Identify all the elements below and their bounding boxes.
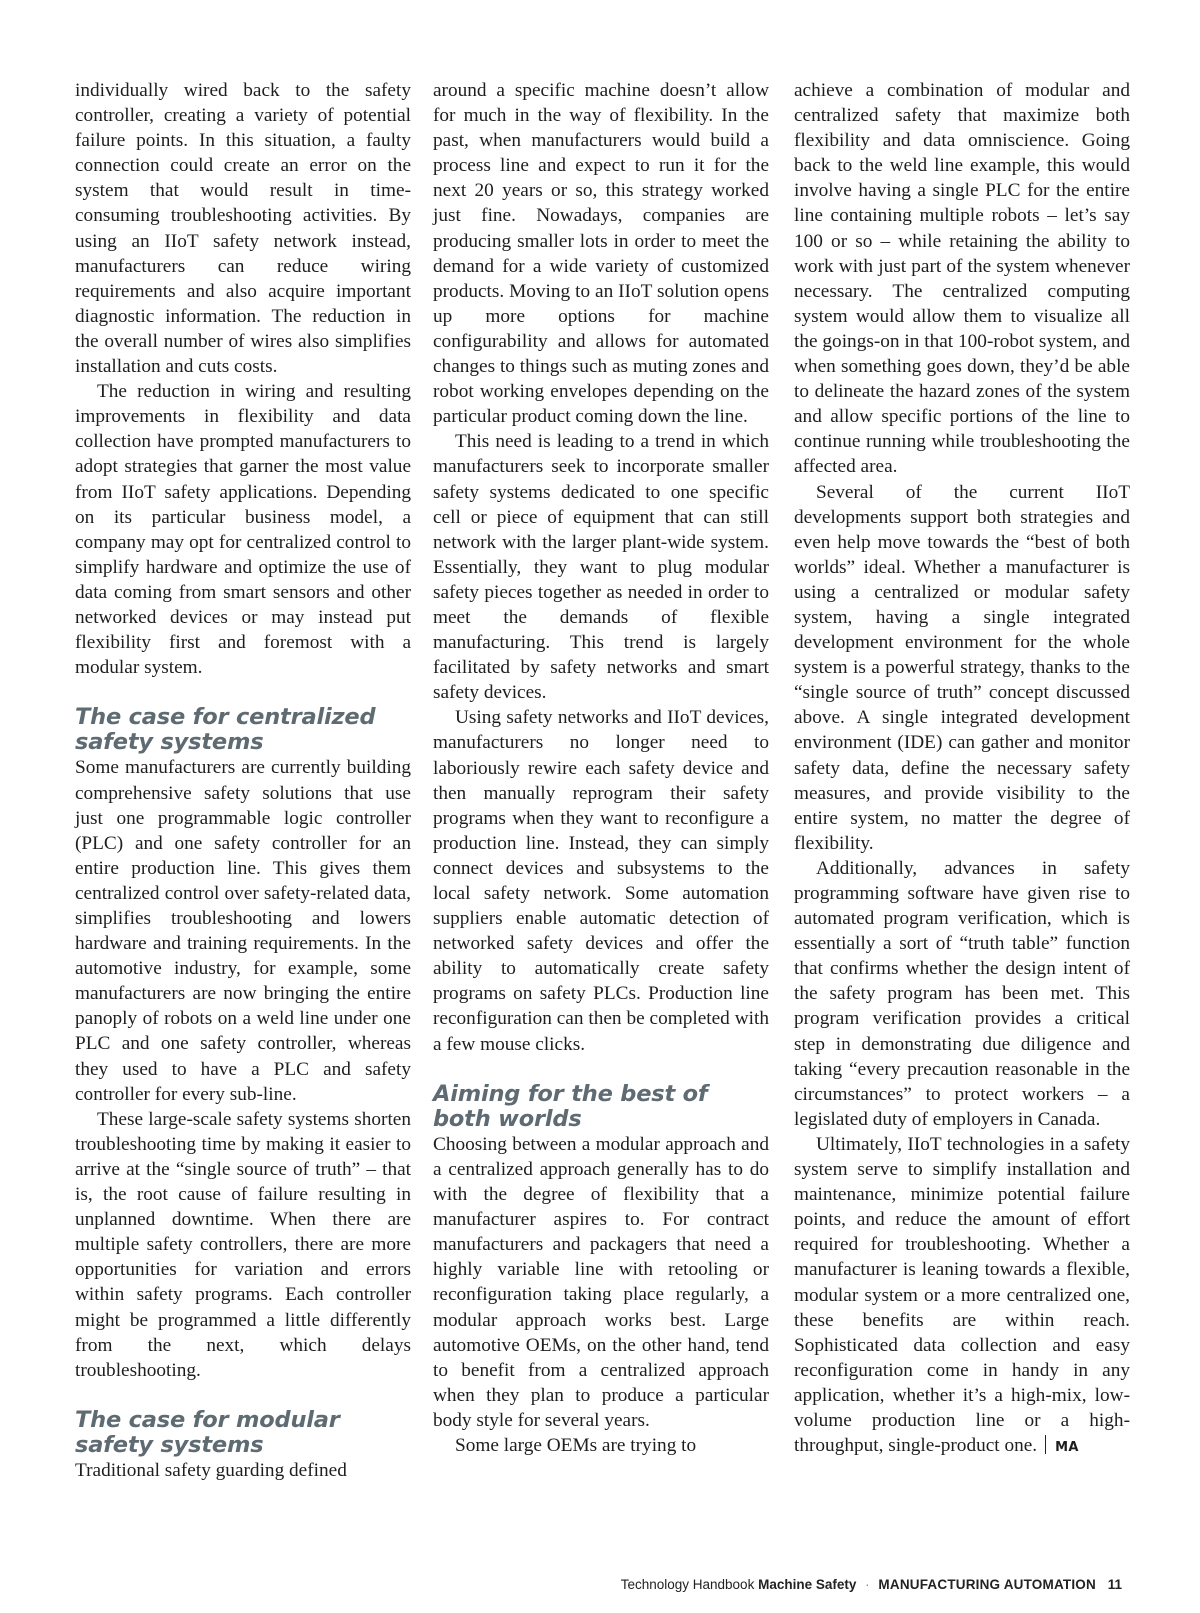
footer-magazine-title: MANUFACTURING AUTOMATION [878,1577,1096,1592]
page-footer [621,1577,1122,1592]
body-paragraph: Several of the current IIoT developments support both strategies and even help move towards the “best of both worlds” ideal. Whether a manufacturer is using a centralized or modular safety system, having a single integrated development environment for the whole system is a powerful strategy, thanks to the “single source of truth” concept discussed above. A single integrated development environment (IDE) can gather and monitor safety data, define the necessary safety measures, and provide visibility to the entire system, no matter the degree of flexibility. [794,481,1130,854]
body-paragraph: Some large OEMs are trying to [455,1434,697,1456]
body-paragraph: Traditional safety guarding defined [75,1459,347,1481]
body-paragraph: achieve a combination of modular and centralized safety that maximize both flexibility and data omniscience. Going back to the weld line example, this would involve having a single PLC for the entire line containing multiple robots – let’s say 100 or so – while retaining the ability to work with just part of the system whenever necessary. The centralized computing system would allow them to visualize all the goings-on in that 100-robot system, and when something goes down, they’d be able to delineate the hazard zones of the system and allow specific portions of the line to continue running while troubleshooting the affected area. [794,80,1130,478]
column-3 [794,78,1130,1460]
closing-paragraph-text: Ultimately, IIoT technologies in a safety system serve to simplify installation and maintenance, minimize potential failure points, and reduce the amount of effort required for troubleshooting. Whether a manufacturer is leaning towards a flexible, modular system or a more centralized one, these benefits are within reach. Sophisticated data collection and easy reconfiguration come in handy in any application, whether it’s a high-mix, low-volume production line or a high-throughput, single-product one. [794,1133,1130,1457]
footer-handbook: Technology Handbook [620,1577,755,1592]
section-heading: The case for centralized safety systems [75,704,376,756]
body-paragraph: Using safety networks and IIoT devices, manufacturers no longer need to laboriously rewire each safety device and then manually reprogram their safety programs when they want to reconfigure a production line. Instead, they can simply connect devices and subsystems to the local safety network. Some automation suppliers enable automatic detection of networked safety devices and offer the ability to automatically create safety programs on safety PLCs. Production line reconfiguration can then be completed with a few mouse clicks. [433,707,769,1055]
body-paragraph: Additionally, advances in safety programming software have given rise to automated program verification, which is essentially a sort of “truth table” function that confirms whether the design intent of the safety program has been met. This program verification provides a critical step in demonstrating due diligence and taking “every precaution reasonable in the circumstances” to protect workers – a legislated duty of employers in Canada. [794,857,1130,1130]
body-paragraph: These large-scale safety systems shorten troubleshooting time by making it easier to arrive at the “single source of truth” – that is, the root cause of failure resulting in unplanned downtime. When there are multiple safety controllers, there are more opportunities for variation and errors within safety programs. Each controller might be programmed a little differently from the next, which delays troubleshooting. [75,1108,411,1381]
column-1 [75,78,411,1483]
footer-separator: · [865,1577,870,1592]
footer-section: Machine Safety [758,1577,857,1592]
body-paragraph: Choosing between a modular approach and a centralized approach generally has to do with the degree of flexibility that a manufacturer aspires to. For contract manufacturers and packagers that need a highly variable line with retooling or reconfiguration taking place regularly, a modular approach works best. Large automotive OEMs, on the other hand, tend to benefit from a centralized approach when they plan to produce a particular body style for several years. [433,1133,769,1431]
section-heading: The case for modular safety systems [75,1406,340,1458]
body-paragraph: individually wired back to the safety controller, creating a variety of potential failure points. In this situation, a faulty connection could create an error on the system that would result in time-consuming troubleshooting activities. By using an IIoT safety network instead, manufacturers can reduce wiring requirements and also acquire important diagnostic information. The reduction in the overall number of wires also simplifies installation and cuts costs. [75,80,411,378]
body-paragraph: around a specific machine doesn’t allow for much in the way of flexibility. In the past, when manufacturers would build a process line and expect to run it for the next 20 years or so, this strategy worked just fine. Nowadays, companies are producing smaller lots in order to meet the demand for a wide variety of customized products. Moving to an IIoT solution opens up more options for machine configurability and allows for automated changes to things such as muting zones and robot working envelopes depending on the particular product coming down the line. [433,80,769,428]
body-paragraph: Some manufacturers are currently building comprehensive safety solutions that use just one programmable logic controller (PLC) and one safety controller for an entire production line. This gives them centralized control over safety-related data, simplifies troubleshooting and lowers hardware and training requirements. In the automotive industry, for example, some manufacturers are now bringing the entire panoply of robots on a weld line under one PLC and one safety controller, whereas they used to have a PLC and safety controller for every sub-line. [75,757,411,1105]
body-paragraph: This need is leading to a trend in which manufacturers seek to incorporate smaller safety systems dedicated to one specific cell or piece of equipment that can still network with the larger plant-wide system. Essentially, they want to plug modular safety pieces together as needed in order to meet the demands of flexible manufacturing. This trend is largely facilitated by safety networks and smart safety devices. [433,431,769,704]
signoff-divider [1045,1435,1046,1454]
body-paragraph [794,1132,1130,1460]
body-paragraph: The reduction in wiring and resulting improvements in flexibility and data collection have prompted manufacturers to adopt strategies that garner the most value from IIoT safety applications. Depending on its particular business model, a company may opt for centralized control to simplify hardware and optimize the use of data coming from smart sensors and other networked devices or may instead put flexibility first and foremost with a modular system. [75,381,411,679]
column-2 [433,78,769,1458]
section-heading: Aiming for the best of both worlds [433,1080,708,1132]
signoff-mark: MA [1055,1440,1079,1456]
page-number: 11 [1107,1577,1122,1592]
